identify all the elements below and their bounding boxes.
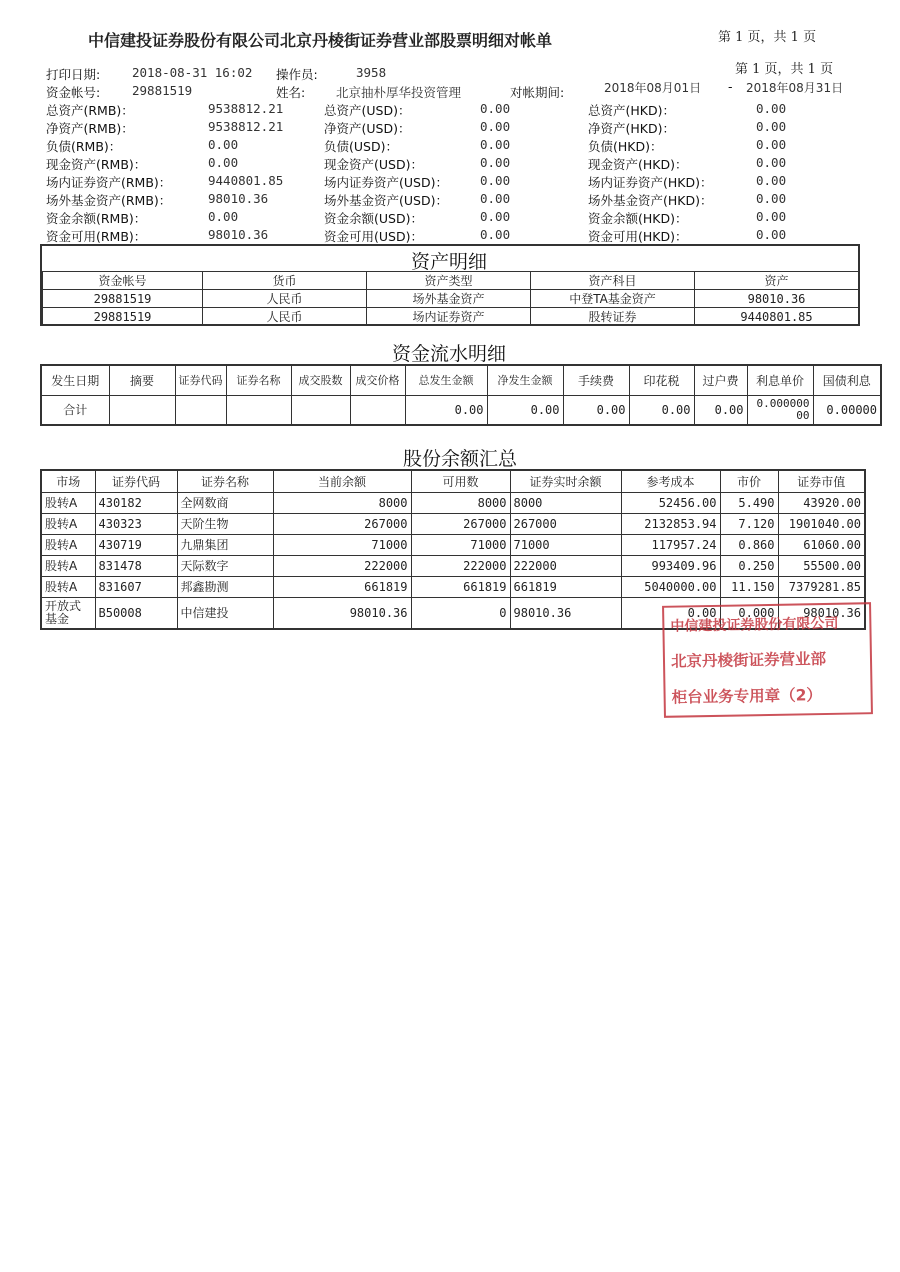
cell: 222000	[510, 555, 621, 576]
summary-label: 资金可用(HKD)：	[588, 229, 688, 244]
summary-value: 0.00	[208, 209, 239, 224]
summary-label: 总资产(USD)：	[324, 103, 411, 118]
column-header: 手续费	[563, 365, 629, 395]
cell	[350, 395, 405, 425]
summary-label: 净资产(RMB)：	[46, 121, 134, 136]
summary-value: 0.00	[480, 209, 511, 224]
summary-value: 0.00	[756, 119, 787, 134]
summary-label: 净资产(USD)：	[324, 121, 411, 136]
column-header: 证券市值	[778, 470, 865, 492]
cell: 1901040.00	[778, 513, 865, 534]
cell: 71000	[273, 534, 411, 555]
official-seal	[662, 602, 873, 718]
cell: 2132853.94	[621, 513, 720, 534]
summary-label: 资金余额(RMB)：	[46, 211, 147, 226]
table-header-row	[41, 365, 881, 395]
cell: 61060.00	[778, 534, 865, 555]
cell: 29881519	[43, 308, 203, 326]
cell: 5040000.00	[621, 576, 720, 597]
cell: 661819	[510, 576, 621, 597]
column-header: 证券名称	[177, 470, 273, 492]
column-header: 印花税	[629, 365, 694, 395]
cell: 0.00	[621, 597, 720, 629]
seal-line-2: 北京丹棱街证券营业部	[670, 649, 827, 671]
cell: 43920.00	[778, 492, 865, 513]
cell: 5.490	[720, 492, 778, 513]
cell: 29881519	[43, 290, 203, 308]
cell: 0.00000	[813, 395, 881, 425]
cell: 0.00	[629, 395, 694, 425]
cell: 430182	[95, 492, 177, 513]
period-to: 2018年08月31日	[746, 81, 844, 95]
cell	[226, 395, 291, 425]
column-header: 成交股数	[291, 365, 350, 395]
cell: 邦鑫勘测	[177, 576, 273, 597]
table-row	[43, 290, 859, 308]
cell: 267000	[273, 513, 411, 534]
holdings-title: 股份余额汇总	[402, 448, 517, 470]
summary-value: 0.00	[756, 191, 787, 206]
summary-value: 0.00	[756, 155, 787, 170]
account-label: 资金帐号:	[46, 85, 101, 100]
summary-label: 场内证券资产(HKD)：	[588, 175, 713, 190]
summary-value: 0.00	[480, 191, 511, 206]
column-header: 发生日期	[41, 365, 109, 395]
print-date-label: 打印日期:	[46, 67, 101, 82]
account: 29881519	[132, 83, 193, 98]
table-row	[41, 555, 865, 576]
summary-value: 98010.36	[208, 227, 269, 242]
summary-value: 9538812.21	[208, 101, 284, 116]
cell: 7379281.85	[778, 576, 865, 597]
summary-label: 净资产(HKD)：	[588, 121, 675, 136]
cell: 0.250	[720, 555, 778, 576]
cell: 993409.96	[621, 555, 720, 576]
cell: 98010.36	[273, 597, 411, 629]
cell	[109, 395, 175, 425]
summary-label: 资金余额(USD)：	[324, 211, 423, 226]
summary-value: 0.00	[480, 227, 511, 242]
cell: 天际数字	[177, 555, 273, 576]
cell: 98010.36	[695, 290, 859, 308]
summary-value: 0.00	[208, 155, 239, 170]
column-header: 利息单价	[747, 365, 813, 395]
column-header: 证券代码	[175, 365, 226, 395]
column-header: 国债利息	[813, 365, 881, 395]
column-header: 市场	[41, 470, 95, 492]
client-name: 北京抽朴厚华投资管理	[336, 85, 462, 100]
table-row	[41, 513, 865, 534]
cell: 222000	[411, 555, 510, 576]
cell: 7.120	[720, 513, 778, 534]
cell: 11.150	[720, 576, 778, 597]
summary-label: 负债(USD)：	[324, 139, 398, 154]
table-row	[43, 308, 859, 326]
summary-label: 现金资产(RMB)：	[46, 157, 147, 172]
table-row	[41, 576, 865, 597]
period-separator: -	[728, 79, 733, 94]
operator-label: 操作员:	[276, 67, 318, 82]
cell: 222000	[273, 555, 411, 576]
cell: 股转A	[41, 534, 95, 555]
summary-value: 0.00	[756, 209, 787, 224]
cell: 661819	[411, 576, 510, 597]
cell: 0.860	[720, 534, 778, 555]
operator: 3958	[356, 65, 387, 80]
cell: 股转A	[41, 576, 95, 597]
column-header: 证券实时余额	[510, 470, 621, 492]
column-header: 可用数	[411, 470, 510, 492]
cell: 人民币	[203, 308, 367, 326]
cell: 117957.24	[621, 534, 720, 555]
period-label: 对帐期间:	[510, 85, 565, 100]
print-date: 2018-08-31 16:02	[132, 65, 253, 80]
cell: 71000	[411, 534, 510, 555]
cell: 0.00	[487, 395, 563, 425]
summary-value: 0.00	[480, 119, 511, 134]
summary-value: 0.00	[756, 137, 787, 152]
summary-value: 0.00	[756, 227, 787, 242]
cell: 股转A	[41, 555, 95, 576]
cell: 0.00	[405, 395, 487, 425]
summary-value: 9440801.85	[208, 173, 284, 188]
column-header: 货币	[203, 272, 367, 290]
summary-label: 总资产(RMB)：	[46, 103, 134, 118]
column-header: 参考成本	[621, 470, 720, 492]
summary-value: 0.00	[480, 155, 511, 170]
column-header: 证券代码	[95, 470, 177, 492]
seal-line-1: 中信建投证券股份有限公司	[670, 615, 839, 635]
cell: B50008	[95, 597, 177, 629]
summary-value: 0.00	[480, 137, 511, 152]
period-from: 2018年08月01日	[604, 81, 702, 95]
cell: 中登TA基金资产	[531, 290, 695, 308]
cell: 全网数商	[177, 492, 273, 513]
column-header: 市价	[720, 470, 778, 492]
cell	[175, 395, 226, 425]
summary-value: 0.00	[756, 101, 787, 116]
seal-line-3: 柜台业务专用章（2）	[671, 686, 823, 707]
asset-detail-table	[42, 271, 859, 326]
summary-label: 现金资产(USD)：	[324, 157, 423, 172]
summary-label: 资金余额(HKD)：	[588, 211, 688, 226]
cell: 中信建投	[177, 597, 273, 629]
summary-label: 负债(RMB)：	[46, 139, 122, 154]
cell: 71000	[510, 534, 621, 555]
column-header: 净发生金额	[487, 365, 563, 395]
cell: 430719	[95, 534, 177, 555]
cell: 8000	[273, 492, 411, 513]
cell: 股转证券	[531, 308, 695, 326]
summary-label: 场内证券资产(RMB)：	[46, 175, 172, 190]
cell: 267000	[510, 513, 621, 534]
summary-value: 9538812.21	[208, 119, 284, 134]
table-row	[41, 534, 865, 555]
document-title: 中信建投证券股份有限公司北京丹棱街证券营业部股票明细对帐单	[88, 31, 553, 50]
cell: 98010.36	[510, 597, 621, 629]
cell: 8000	[510, 492, 621, 513]
cell: 55500.00	[778, 555, 865, 576]
total-row	[41, 395, 881, 425]
summary-label: 场外基金资产(HKD)：	[588, 193, 713, 208]
summary-label: 现金资产(HKD)：	[588, 157, 688, 172]
summary-label: 场外基金资产(USD)：	[324, 193, 448, 208]
summary-value: 98010.36	[208, 191, 269, 206]
cell: 股转A	[41, 513, 95, 534]
cell: 98010.36	[778, 597, 865, 629]
summary-label: 场外基金资产(RMB)：	[46, 193, 172, 208]
column-header: 成交价格	[350, 365, 405, 395]
table-header-row	[43, 272, 859, 290]
cell: 831607	[95, 576, 177, 597]
column-header: 资金帐号	[43, 272, 203, 290]
summary-label: 资金可用(RMB)：	[46, 229, 147, 244]
cell: 场外基金资产	[367, 290, 531, 308]
cash-flow-title: 资金流水明细	[391, 343, 506, 365]
summary-label: 总资产(HKD)：	[588, 103, 675, 118]
cell	[291, 395, 350, 425]
summary-label: 资金可用(USD)：	[324, 229, 423, 244]
cell: 股转A	[41, 492, 95, 513]
cell: 0.00	[563, 395, 629, 425]
name-label: 姓名:	[276, 85, 306, 100]
column-header: 资产	[695, 272, 859, 290]
cell: 人民币	[203, 290, 367, 308]
cell: 0.00	[694, 395, 747, 425]
table-header-row	[41, 470, 865, 492]
cell: 0.000	[720, 597, 778, 629]
cell: 天阶生物	[177, 513, 273, 534]
cell: 267000	[411, 513, 510, 534]
page-indicator-top: 第 1 页，共 1 页	[718, 30, 817, 45]
cash-flow-table	[40, 364, 882, 426]
summary-value: 0.00	[480, 101, 511, 116]
cell: 430323	[95, 513, 177, 534]
page-indicator-sub: 第 1 页，共 1 页	[735, 62, 834, 77]
total-label: 合计	[41, 395, 109, 425]
cell: 场内证券资产	[367, 308, 531, 326]
summary-value: 0.00	[480, 173, 511, 188]
summary-value: 0.00	[208, 137, 239, 152]
cell: 9440801.85	[695, 308, 859, 326]
summary-label: 负债(HKD)：	[588, 139, 663, 154]
table-row	[41, 492, 865, 513]
summary-value: 0.00	[756, 173, 787, 188]
column-header: 摘要	[109, 365, 175, 395]
cell: 0.00000000	[747, 395, 813, 425]
asset-detail-title: 资产明细	[410, 251, 487, 273]
column-header: 证券名称	[226, 365, 291, 395]
column-header: 当前余额	[273, 470, 411, 492]
cell: 661819	[273, 576, 411, 597]
cell: 九鼎集团	[177, 534, 273, 555]
cell: 831478	[95, 555, 177, 576]
column-header: 过户费	[694, 365, 747, 395]
cell: 0	[411, 597, 510, 629]
column-header: 总发生金额	[405, 365, 487, 395]
column-header: 资产类型	[367, 272, 531, 290]
summary-label: 场内证券资产(USD)：	[324, 175, 448, 190]
cell: 开放式基金	[41, 597, 95, 629]
column-header: 资产科目	[531, 272, 695, 290]
cell: 52456.00	[621, 492, 720, 513]
cell: 8000	[411, 492, 510, 513]
